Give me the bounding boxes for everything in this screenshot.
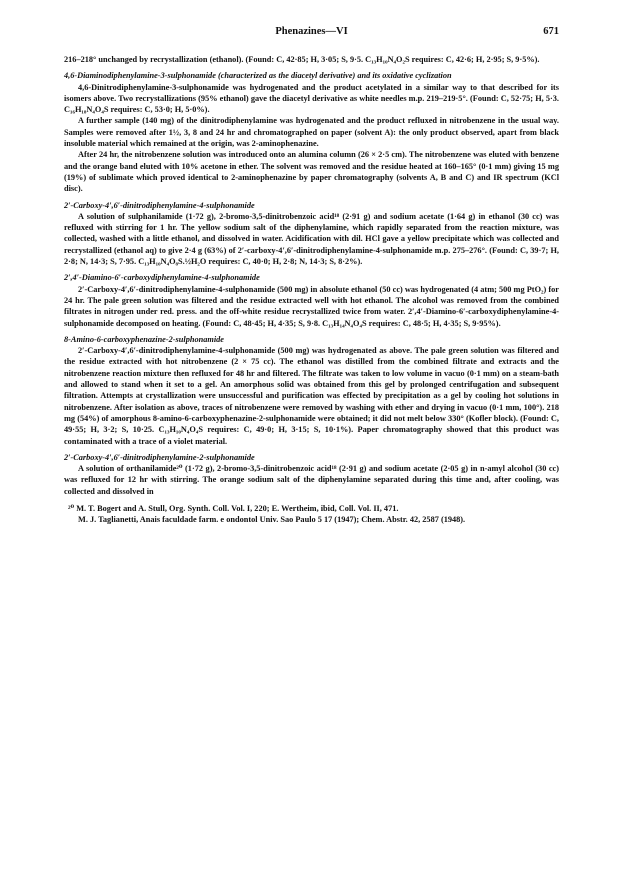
paragraph: A solution of orthanilamide²⁰ (1·72 g), 2-bromo-3,5-dinitrobenzoic acid¹⁸ (2·91 g) and sodium acetate (2·05 g) in n-amyl alcohol (30 cc) was refluxed for 12 hr with stirring. The orange sodium salt of the diphenylamine separated during this time and, after cooling, was collected and dissolved in bbox=[64, 464, 559, 496]
paragraph: 216–218° unchanged by recrystallization (ethanol). (Found: C, 42·85; H, 3·05; S, 9·5. C₁₃H₁₀N₄O₂S requires: C, 42·6; H, 2·95; S, 9·5%). bbox=[64, 55, 540, 64]
paragraph: 2′-Carboxy-4′,6′-dinitrodiphenylamine-4-sulphonamide (500 mg) in absolute ethanol (50 cc) was hydrogenated (4 atm; 500 mg PtO₂) for 24 hr. The pale green solution was filtered and the residue extracted well with hot ethanol. The alcohol was removed from the combined filtrates in nitrogen under red. press. and the off-white residue recrystallized twice from water. 2′,4′-Diamino-6′-carboxydiphenylamine-4-sulphonamide decomposed on heating. (Found: C, 48·45; H, 4·35; S, 9·8. C₁₃H₁₄N₄O₄S requires: C, 48·5; H, 4·35; S, 9·95%). bbox=[64, 284, 559, 328]
footnote: ²⁰ M. T. Bogert and A. Stull, Org. Synth. Coll. Vol. I, 220; E. Wertheim, ibid, Coll. Vol. II, 471. bbox=[68, 503, 399, 513]
section-heading: 8-Amino-6-carboxyphenazine-2-sulphonamide bbox=[64, 334, 224, 344]
running-title: Phenazines—VI bbox=[275, 26, 348, 37]
paragraph: A further sample (140 mg) of the dinitrodiphenylamine was hydrogenated and the product refluxed in nitrobenzene in the usual way. Samples were removed after 1½, 3, 8 and 24 hr and chromatographed on paper (solvent A): the only product observed, apart from black insoluble material which remained at the origin, was 2-aminophenazine. bbox=[64, 116, 559, 149]
article-body bbox=[64, 54, 559, 526]
paragraph: 4,6-Dinitrodiphenylamine-3-sulphonamide was hydrogenated and the product acetylated in a similar way to that described for its isomers above. Two recrystallizations (95% ethanol) gave the diacetyl derivative as white needles m.p. 219–219·5°. (Found: C, 52·75; H, 5·3. C₁₆H₁₈N₄O₄S requires: C, 53·0; H, 5·0%). bbox=[64, 82, 559, 115]
page-number: 671 bbox=[543, 26, 559, 37]
paragraph: After 24 hr, the nitrobenzene solution was introduced onto an alumina column (26 × 2·5 cm). The nitrobenzene was eluted with benzene and the orange band eluted with 10% acetone in ether. The solvent was removed and the residue heated at 160–165° (0·1 mm) giving 15 mg (19%) of sublimate which proved identical to 2-aminophenazine by paper chromatography (solvents A, B and C) and IR spectrum (KCl disc). bbox=[64, 150, 559, 194]
running-header bbox=[64, 26, 559, 40]
section-heading: 2′-Carboxy-4′,6′-dinitrodiphenylamine-4-sulphonamide bbox=[64, 200, 255, 210]
paragraph: 2′-Carboxy-4′,6′-dinitrodiphenylamine-4-sulphonamide (500 mg) was hydrogenated as above. The pale green solution was filtered and the residue extracted with hot nitrobenzene (2 × 75 cc). The ethanol was distilled from the combined filtrate and extracts and the nitrobenzene reaction mixture then refluxed for 48 hr and filtered. The filtrate was taken to low volume in vacuo (0·1 mm) on a steam-bath and allowed to stand when it set to a gel. An amorphous solid was obtained from this gel by prolonged centrifugation and subsequent filtration. Attempts at crystallization were unsuccessful and purification was effected by precipitation as a gel by cooling hot solutions in nitrobenzene. After isolation as above, traces of nitrobenzene were removed by washing with ether and drying in vacuo (0·1 mm, 100°). 218 mg (54%) of amorphous 8-amino-6-carboxyphenazine-2-sulphonamide were obtained; it did not melt below 330° (Kofler block). (Found: C, 49·55; H, 3·2; S, 10·25. C₁₃H₁₀N₄O₄S requires: C, 49·0; H, 3·15; S, 10·1%). Paper chromatography showed that this product was contaminated with a trace of a violet material. bbox=[64, 346, 559, 446]
section-heading: 4,6-Diaminodiphenylamine-3-sulphonamide (characterized as the diacetyl derivative) and its oxidative cyclization bbox=[64, 71, 452, 81]
footnote: M. J. Taglianetti, Anais faculdade farm. e ondontol Univ. Sao Paulo 5 17 (1947); Chem. Abstr. 42, 2587 (1948). bbox=[78, 515, 466, 525]
section-heading: 2′,4′-Diamino-6′-carboxydiphenylamine-4-sulphonamide bbox=[64, 273, 260, 283]
paragraph: A solution of sulphanilamide (1·72 g), 2-bromo-3,5-dinitrobenzoic acid¹⁸ (2·91 g) and sodium acetate (1·64 g) in ethanol (30 cc) was refluxed with stirring for 1 hr. The yellow sodium salt of the diphenylamine, which rapidly separated from the reaction mixture, was collected, washed with a little ethanol, and dissolved in water. Acidification with dil. HCl gave a yellow precipitate which was collected and recrystallized (ethanol aq) to give 2·4 g (63%) of 2′-carboxy-4′,6′-dinitrodiphenylamine-4-sulphonamide m.p. 275–276°. (Found: C, 39·7; H, 2·8; N, 14·3; S, 7·95. C₁₃H₁₀N₄O₈S.½H₂O requires: C, 40·0; H, 2·8; N, 14·3; S, 8·2%). bbox=[64, 211, 559, 267]
section-heading: 2′-Carboxy-4′,6′-dinitrodiphenylamine-2-sulphonamide bbox=[64, 452, 255, 462]
